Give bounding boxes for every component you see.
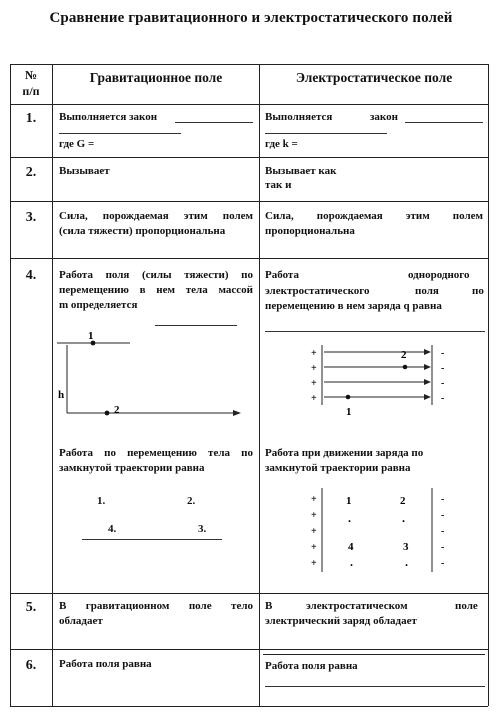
row4-grav-closed-line2: замкнутой траектории равна	[59, 462, 205, 474]
row1-elec-where: где k =	[265, 138, 298, 150]
header-electrostatic: Электростатическое поле	[295, 70, 453, 85]
minus-sign-2: -	[441, 363, 445, 374]
row6-elec-text: Работа поля равна	[265, 660, 358, 672]
row4-elec-word3: электростатического	[265, 285, 370, 297]
page-title: Сравнение гравитационного и электростатического полей	[49, 10, 453, 26]
grav-points-baseline	[82, 539, 222, 540]
row5-grav-line2: обладает	[59, 615, 103, 627]
row-number-1: 1.	[25, 111, 37, 126]
row5-elec-word3: поле	[455, 600, 478, 612]
row-number-3: 3.	[25, 210, 37, 225]
row3-elec-line1: Сила, порождаемая этим полем	[265, 210, 483, 222]
row-divider-4	[10, 593, 488, 594]
height-label: h	[58, 389, 65, 401]
point-1-label: 1	[88, 330, 94, 342]
row4-elec-closed-line1: Работа при движении заряда по	[265, 447, 424, 459]
row3-elec-line2: пропорциональна	[265, 225, 355, 237]
row4-grav-line2: перемещению в нем тела массой	[59, 284, 253, 296]
loop-point-2-dot: .	[402, 511, 405, 525]
plus-sign-1: +	[311, 348, 317, 359]
axis-arrow-icon	[233, 410, 241, 416]
row-divider-5	[10, 649, 488, 650]
row1-elec-blank-2	[265, 133, 387, 134]
gravity-height-diagram	[55, 325, 255, 420]
row2-grav-text: Вызывает	[59, 165, 110, 177]
point-1-label: 1	[346, 406, 352, 418]
row4-elec-word4: поля	[415, 285, 439, 297]
row5-elec-word2: электростатическом	[306, 600, 408, 612]
field-arrow-icon-1	[424, 349, 431, 355]
minus-sign-3: -	[441, 526, 445, 537]
row4-elec-word5: по	[472, 285, 484, 297]
loop-point-4-label: 4	[348, 541, 354, 553]
grav-point-3: 3.	[198, 523, 207, 535]
uniform-field-diagram	[308, 343, 458, 421]
row6-elec-top-line	[263, 654, 485, 655]
minus-sign-1: -	[441, 494, 445, 505]
table-top-border	[10, 64, 488, 65]
minus-sign-4: -	[441, 393, 445, 404]
header-divider	[10, 104, 488, 105]
row2-elec-text: Вызывает как	[265, 165, 337, 177]
minus-sign-2: -	[441, 510, 445, 521]
plus-sign-1: +	[311, 494, 317, 505]
row-number-5: 5.	[25, 600, 37, 615]
grav-point-4: 4.	[108, 523, 117, 535]
row1-grav-blank-2	[59, 133, 181, 134]
loop-point-1-dot: .	[348, 511, 351, 525]
plus-sign-5: +	[311, 558, 317, 569]
row4-elec-closed-line2: замкнутой траектории равна	[265, 462, 411, 474]
row4-grav-line3: m определяется	[59, 299, 138, 311]
loop-point-2-label: 2	[400, 495, 406, 507]
minus-sign-4: -	[441, 542, 445, 553]
field-arrow-icon-2	[424, 364, 431, 370]
row-divider-1	[10, 157, 488, 158]
plus-sign-4: +	[311, 542, 317, 553]
row-divider-3	[10, 258, 488, 259]
header-number-sub: п/п	[22, 84, 40, 98]
row6-grav-text: Работа поля равна	[59, 658, 152, 670]
row5-elec-word1: В	[265, 600, 273, 612]
table-bottom-border	[10, 706, 488, 707]
grav-point-2: 2.	[187, 495, 196, 507]
row4-grav-closed-line1: Работа по перемещению тела по	[59, 447, 253, 459]
row1-grav-where: где G =	[59, 138, 95, 150]
plus-sign-4: +	[311, 393, 317, 404]
plus-sign-3: +	[311, 378, 317, 389]
row4-elec-word2: однородного	[408, 269, 470, 281]
field-arrow-icon-3	[424, 379, 431, 385]
loop-point-1-label: 1	[346, 495, 352, 507]
minus-sign-3: -	[441, 378, 445, 389]
row6-elec-blank	[265, 686, 485, 687]
point-2-marker	[403, 365, 408, 370]
point-1-marker	[346, 395, 351, 400]
row5-grav-line1: В гравитационном поле тело	[59, 600, 253, 612]
row4-elec-blank	[265, 331, 485, 332]
grav-point-1: 1.	[97, 495, 106, 507]
plus-sign-3: +	[311, 526, 317, 537]
closed-path-field-diagram	[308, 486, 458, 578]
minus-sign-5: -	[441, 558, 445, 569]
table-right-border	[488, 64, 489, 706]
row4-elec-line3: перемещению в нем заряда q равна	[265, 300, 442, 312]
row1-elec-blank	[405, 122, 483, 123]
row5-elec-line2: электрический заряд обладает	[265, 615, 417, 627]
row1-grav-blank	[175, 122, 253, 123]
loop-point-3-dot: .	[405, 555, 408, 569]
row-number-6: 6.	[25, 658, 37, 673]
column-divider-2	[259, 64, 260, 706]
row3-grav-line2: (сила тяжести) пропорциональна	[59, 225, 226, 237]
point-2-label: 2	[114, 404, 120, 416]
row1-elec-law: закон	[370, 111, 398, 123]
row3-grav-line1: Сила, порождаемая этим полем	[59, 210, 253, 222]
loop-point-3-label: 3	[403, 541, 409, 553]
header-number: №	[24, 68, 38, 82]
row-divider-2	[10, 201, 488, 202]
loop-point-4-dot: .	[350, 555, 353, 569]
row4-grav-line1: Работа поля (силы тяжести) по	[59, 269, 253, 281]
row-number-2: 2.	[25, 165, 37, 180]
plus-sign-2: +	[311, 363, 317, 374]
header-gravitational: Гравитационное поле	[89, 70, 223, 85]
row4-elec-word1: Работа	[265, 269, 299, 281]
row1-grav-text: Выполняется закон	[59, 111, 158, 123]
row2-elec-text-2: так и	[265, 179, 292, 191]
column-divider-1	[52, 64, 53, 706]
row1-elec-text: Выполняется	[265, 111, 333, 123]
plus-sign-2: +	[311, 510, 317, 521]
minus-sign-1: -	[441, 348, 445, 359]
point-2-marker	[105, 411, 110, 416]
field-arrow-icon-4	[424, 394, 431, 400]
point-2-label: 2	[401, 349, 407, 361]
row-number-4: 4.	[25, 268, 37, 283]
